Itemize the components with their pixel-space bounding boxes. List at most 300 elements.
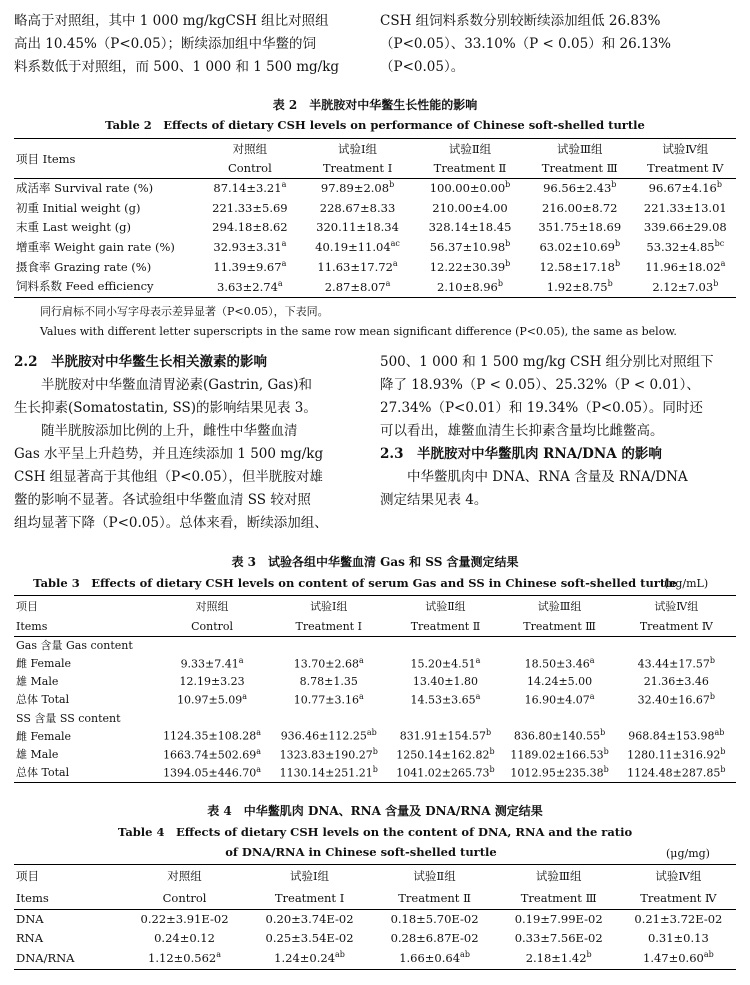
table-cell — [503, 745, 617, 763]
table-cell — [155, 763, 269, 781]
cell-value: 15.20±4.51 — [410, 657, 476, 671]
table-cell — [497, 909, 621, 929]
cell-superscript: a — [358, 692, 364, 702]
cell-superscript: b — [600, 728, 606, 738]
cell-superscript: b — [614, 239, 621, 249]
table-row — [14, 763, 736, 781]
cell-value: 1012.95±235.38 — [510, 766, 604, 780]
table-cell — [388, 690, 502, 708]
table-row — [14, 745, 736, 763]
header-item: Items — [16, 891, 49, 905]
table-cell — [300, 198, 415, 218]
text-line: （P<0.05）、33.10%（P < 0.05）和 26.13% — [380, 36, 671, 52]
section-heading: Gas 含量 Gas content — [16, 639, 133, 652]
cell-superscript: a — [475, 692, 481, 702]
table-row — [14, 948, 736, 968]
header-item: 项目 Items — [16, 151, 76, 166]
cell-superscript: a — [589, 655, 595, 665]
table-cell — [388, 727, 502, 745]
table3-bottom-rule — [14, 782, 736, 783]
cell-value: 1280.11±316.92 — [627, 748, 721, 762]
cell-superscript: b — [720, 746, 726, 756]
table-cell — [617, 654, 736, 672]
table-cell — [635, 198, 736, 218]
cell-value: 18.50±3.46 — [524, 657, 590, 671]
group-header-en: Treatment Ⅱ — [410, 619, 481, 633]
table-cell — [635, 276, 736, 296]
cell-value: 1250.14±162.82 — [396, 748, 490, 762]
text-line: 随半胱胺添加比例的上升，雌性中华鳖血清 — [14, 423, 298, 439]
cell-superscript: b — [372, 746, 378, 756]
table-cell — [617, 745, 736, 763]
table-row — [14, 690, 736, 708]
group-header-zh: 试验Ⅲ组 — [537, 600, 582, 613]
cell-value: 1124.48±287.85 — [627, 766, 721, 780]
cell-superscript: a — [216, 950, 221, 960]
table-cell — [415, 237, 525, 257]
cell-value: 13.70±2.68 — [293, 657, 359, 671]
table4-title-en-line1: Table 4 Effects of dietary CSH levels on the content of DNA, RNA and the ratio — [117, 825, 633, 839]
group-header-en: Control — [227, 161, 272, 176]
cell-value: 8.78±1.35 — [299, 674, 358, 688]
cell-superscript: b — [505, 239, 511, 249]
table-cell — [635, 178, 736, 198]
table-cell — [269, 745, 388, 763]
table-cell — [373, 948, 497, 968]
text-line: 生长抑素(Somatostatin, SS)的影响结果见表 3。 — [14, 400, 317, 416]
table-cell — [525, 276, 635, 296]
cell-value: 10.97±5.09 — [177, 693, 243, 707]
table-cell — [200, 198, 300, 218]
cell-superscript: b — [389, 180, 395, 190]
text-line: 略高于对照组，其中 1 000 mg/kgCSH 组比对照组 — [14, 13, 329, 29]
table-cell — [617, 763, 736, 781]
cell-value: 43.44±17.57 — [637, 657, 710, 671]
table-cell — [200, 257, 300, 277]
header-row — [14, 596, 736, 616]
table-row — [14, 178, 736, 198]
cell-value: 14.24±5.00 — [526, 674, 593, 688]
table2-bottom-rule — [14, 297, 736, 298]
group-header-en: Treatment Ⅱ — [433, 161, 507, 176]
table-cell — [635, 217, 736, 237]
cell-superscript: b — [716, 180, 722, 190]
group-header-zh: 试验Ⅲ组 — [535, 869, 582, 883]
cell-value: 1.92±8.75 — [546, 279, 608, 294]
cell-value: 1124.35±108.28 — [163, 729, 257, 743]
table-cell — [155, 654, 269, 672]
table-cell — [388, 763, 502, 781]
text-line: 高出 10.45%（P<0.05）；断续添加组中华鳖的饲 — [14, 36, 316, 52]
section-heading: SS 含量 SS content — [16, 711, 121, 725]
table-row — [14, 654, 736, 672]
table-cell — [300, 237, 415, 257]
table-cell — [621, 909, 736, 929]
cell-superscript: b — [709, 655, 715, 665]
table-cell — [635, 237, 736, 257]
section-row — [14, 636, 736, 654]
table-cell — [200, 237, 300, 257]
cell-value: 97.89±2.08 — [320, 181, 390, 196]
header-row — [14, 887, 736, 909]
table-cell — [269, 654, 388, 672]
cell-superscript: b — [614, 259, 621, 269]
cell-superscript: a — [720, 259, 726, 269]
table-cell — [155, 745, 269, 763]
table-cell — [415, 198, 525, 218]
cell-superscript: b — [485, 728, 492, 738]
cell-value: 11.96±18.02 — [645, 260, 721, 274]
cell-superscript: a — [277, 278, 283, 288]
table-row — [14, 257, 736, 277]
cell-superscript: a — [256, 728, 262, 738]
text-line: 组均显著下降（P<0.05）。总体来看，断续添加组、 — [14, 515, 328, 531]
cell-value: 87.14±3.21 — [213, 181, 282, 196]
table-cell — [269, 672, 388, 690]
text-line: 可以看出，雄鳖血清生长抑素含量均比雌鳖高。 — [380, 423, 664, 439]
cell-value: 1.24±0.24 — [274, 951, 336, 966]
table-cell — [247, 948, 373, 968]
group-header-zh: 试验Ⅱ组 — [413, 869, 456, 883]
cell-superscript: b — [713, 278, 719, 288]
cell-superscript: ab — [335, 950, 345, 960]
cell-value: 0.20±3.74E-02 — [265, 911, 354, 926]
table4-title-en-line2: of DNA/RNA in Chinese soft-shelled turtle — [225, 845, 497, 859]
cell-value: 936.46±112.25 — [280, 729, 367, 743]
row-label: 总体 Total — [16, 693, 70, 707]
cell-value: 0.21±3.72E-02 — [634, 911, 723, 926]
row-label: 末重 Last weight (g) — [16, 220, 132, 235]
group-header-en: Treatment Ⅰ — [274, 891, 345, 905]
cell-value: 12.58±17.18 — [539, 260, 615, 274]
group-header-zh: 试验Ⅰ组 — [338, 141, 378, 156]
cell-value: 16.90±4.07 — [524, 693, 590, 707]
cell-value: 96.56±2.43 — [543, 181, 612, 196]
table-cell — [525, 237, 635, 257]
table-cell — [155, 727, 269, 745]
cell-value: 351.75±18.69 — [538, 220, 622, 235]
table-row — [14, 672, 736, 690]
group-header-en: Treatment Ⅲ — [523, 619, 596, 633]
cell-superscript: b — [372, 764, 378, 774]
t4-grid — [14, 865, 736, 968]
group-header-zh: 对照组 — [195, 600, 229, 613]
cell-value: 0.24±0.12 — [154, 931, 215, 946]
t3-grid — [14, 596, 736, 781]
cell-value: 1189.02±166.53 — [510, 748, 604, 762]
row-label: DNA — [16, 911, 44, 926]
cell-value: 1.66±0.64 — [399, 951, 461, 966]
row-label: 初重 Initial weight (g) — [16, 200, 141, 215]
table-cell — [621, 948, 736, 968]
cell-value: 53.32±4.85 — [646, 240, 715, 255]
cell-value: 10.77±3.16 — [293, 693, 359, 707]
cell-value: 2.10±8.96 — [437, 279, 498, 294]
table-row — [14, 909, 736, 929]
group-header-en: Treatment Ⅳ — [639, 619, 713, 633]
group-header-en: Treatment Ⅲ — [520, 891, 597, 905]
cell-value: 11.63±17.72 — [317, 260, 393, 274]
cell-value: 836.80±140.55 — [513, 729, 601, 743]
cell-value: 32.40±16.67 — [637, 693, 710, 707]
table-cell — [525, 257, 635, 277]
cell-value: 1394.05±446.70 — [163, 766, 257, 780]
cell-superscript: b — [607, 278, 613, 288]
cell-value: 13.40±1.80 — [412, 674, 479, 688]
table-row — [14, 198, 736, 218]
table-cell — [269, 690, 388, 708]
cell-value: 32.93±3.31 — [213, 240, 282, 255]
group-header-en: Treatment Ⅱ — [398, 891, 471, 905]
group-header-zh: 试验Ⅰ组 — [310, 600, 348, 613]
cell-superscript: ab — [703, 950, 714, 960]
cell-value: 1130.14±251.21 — [279, 766, 373, 780]
text-line: 2.2 半胱胺对中华鳖生长相关激素的影响 — [14, 354, 267, 370]
table2-note-zh: 同行肩标不同小写字母表示差异显著（P<0.05），下表同。 — [40, 305, 329, 318]
cell-value: 1.47±0.60 — [643, 951, 704, 966]
text-line: Gas 水平呈上升趋势，并且连续添加 1 500 mg/kg — [14, 446, 324, 462]
text-line: CSH 组显著高于其他组（P<0.05），但半胱胺对雄 — [14, 469, 323, 485]
cell-superscript: b — [603, 746, 609, 756]
cell-value: 228.67±8.33 — [319, 200, 396, 215]
row-label: DNA/RNA — [16, 950, 75, 965]
table3-title-zh: 表 3 试验各组中华鳖血清 Gas 和 SS 含量测定结果 — [231, 555, 519, 569]
table-cell — [122, 909, 246, 929]
cell-superscript: bc — [714, 239, 725, 249]
table-cell — [525, 198, 635, 218]
cell-superscript: ab — [460, 950, 470, 960]
table-row — [14, 929, 736, 949]
cell-superscript: b — [586, 950, 592, 960]
cell-superscript: a — [281, 239, 287, 249]
cell-value: 12.19±3.23 — [179, 674, 245, 688]
table-cell — [497, 929, 621, 949]
row-label: 摄食率 Grazing rate (%) — [16, 259, 152, 274]
cell-value: 328.14±18.45 — [428, 220, 512, 235]
table-cell — [373, 909, 497, 929]
table-cell — [503, 727, 617, 745]
table-cell — [503, 672, 617, 690]
group-header-en: Treatment Ⅰ — [295, 619, 362, 633]
group-header-zh: 试验Ⅳ组 — [662, 141, 709, 156]
table-cell — [269, 763, 388, 781]
cell-superscript: a — [256, 746, 262, 756]
table4-unit: (μg/mg) — [666, 847, 710, 860]
table-cell — [373, 929, 497, 949]
table-row — [14, 727, 736, 745]
cell-value: 12.22±30.39 — [429, 260, 506, 274]
row-label: 雄 Male — [16, 747, 59, 761]
table-cell — [415, 276, 525, 296]
cell-superscript: b — [489, 764, 495, 774]
table-cell — [388, 745, 502, 763]
group-header-zh: 对照组 — [167, 869, 202, 883]
table-cell — [503, 690, 617, 708]
table-cell — [300, 178, 415, 198]
table-cell — [300, 257, 415, 277]
cell-superscript: ab — [366, 728, 377, 738]
cell-value: 1663.74±502.69 — [163, 748, 257, 762]
group-header-en: Treatment Ⅰ — [322, 161, 393, 176]
cell-value: 0.31±0.13 — [647, 931, 709, 946]
table-cell — [300, 276, 415, 296]
row-label: 雌 Female — [16, 729, 72, 743]
cell-value: 9.33±7.41 — [180, 657, 239, 671]
table-cell — [617, 672, 736, 690]
cell-superscript: a — [238, 655, 244, 665]
table4-title-zh: 表 4 中华鳖肌肉 DNA、RNA 含量及 DNA/RNA 测定结果 — [207, 804, 543, 818]
cell-value: 339.66±29.08 — [643, 220, 727, 235]
table2-title-zh: 表 2 半胱胺对中华鳖生长性能的影响 — [272, 98, 478, 112]
cell-value: 1041.02±265.73 — [396, 766, 490, 780]
text-line: 中华鳖肌肉中 DNA、RNA 含量及 RNA/DNA — [380, 469, 688, 485]
cell-superscript: b — [497, 278, 503, 288]
section-row — [14, 709, 736, 727]
cell-superscript: b — [505, 259, 511, 269]
group-header-zh: 试验Ⅳ组 — [654, 600, 699, 613]
table-cell — [200, 217, 300, 237]
table2-title-en: Table 2 Effects of dietary CSH levels on performance of Chinese soft-shelled turtle — [105, 118, 645, 132]
group-header-zh: 对照组 — [232, 141, 268, 156]
table4-bottom-rule — [14, 969, 736, 970]
cell-value: 2.12±7.03 — [652, 279, 714, 294]
group-header-zh: 试验Ⅱ组 — [448, 141, 492, 156]
text-line: 2.3 半胱胺对中华鳖肌肉 RNA/DNA 的影响 — [380, 446, 662, 462]
table-cell — [269, 727, 388, 745]
cell-superscript: b — [505, 180, 511, 190]
table-cell — [617, 690, 736, 708]
cell-superscript: ac — [390, 239, 400, 249]
cell-value: 96.67±4.16 — [648, 181, 717, 196]
table-cell — [200, 276, 300, 296]
cell-value: 11.39±9.67 — [213, 260, 282, 274]
cell-superscript: ab — [714, 728, 725, 738]
header-item: 项目 — [16, 869, 39, 883]
text-line: 半胱胺对中华鳖血清胃泌素(Gastrin, Gas)和 — [14, 377, 313, 393]
table-cell — [497, 948, 621, 968]
text-line: 降了 18.93%（P < 0.05）、25.32%（P < 0.01）、 — [380, 377, 700, 393]
cell-value: 63.02±10.69 — [539, 240, 615, 255]
cell-value: 40.19±11.04 — [315, 240, 391, 255]
header-row — [14, 139, 736, 159]
cell-superscript: b — [489, 746, 495, 756]
table-cell — [122, 929, 246, 949]
cell-value: 210.00±4.00 — [432, 200, 508, 215]
text-line: 27.34%（P<0.01）和 19.34%（P<0.05）。同时还 — [380, 400, 703, 416]
t2-grid — [14, 139, 736, 296]
table-cell — [247, 909, 373, 929]
group-header-zh: 试验Ⅲ组 — [556, 141, 603, 156]
row-label: 增重率 Weight gain rate (%) — [16, 239, 175, 254]
cell-superscript: a — [475, 655, 481, 665]
row-label: 雌 Female — [16, 657, 72, 671]
text-line: 鳖的影响不显著。各试验组中华鳖血清 SS 较对照 — [14, 492, 311, 508]
table-cell — [247, 929, 373, 949]
cell-value: 0.25±3.54E-02 — [265, 931, 354, 946]
header-row — [14, 865, 736, 887]
table-cell — [122, 948, 246, 968]
table-cell — [503, 763, 617, 781]
table2-note-en: Values with different letter superscripts in the same row mean significant difference (P<0.05), the same as below. — [40, 325, 677, 338]
row-label: 饲料系数 Feed efficiency — [16, 279, 154, 294]
cell-value: 0.33±7.56E-02 — [514, 931, 603, 946]
table-cell — [200, 178, 300, 198]
cell-value: 1323.83±190.27 — [279, 748, 373, 762]
cell-superscript: b — [720, 764, 726, 774]
table-row — [14, 217, 736, 237]
table-row — [14, 276, 736, 296]
cell-value: 968.84±153.98 — [628, 729, 715, 743]
cell-value: 294.18±8.62 — [212, 220, 288, 235]
cell-value: 0.28±6.87E-02 — [390, 931, 479, 946]
table-cell — [155, 672, 269, 690]
table-cell — [621, 929, 736, 949]
table-row — [14, 237, 736, 257]
cell-value: 21.36±3.46 — [643, 674, 709, 688]
table3-unit: (ng/mL) — [664, 577, 709, 590]
cell-value: 100.00±0.00 — [429, 181, 506, 196]
table-cell — [617, 727, 736, 745]
cell-value: 2.18±1.42 — [525, 951, 587, 966]
cell-value: 56.37±10.98 — [429, 240, 506, 255]
table-cell — [503, 654, 617, 672]
row-label: 总体 Total — [16, 766, 70, 780]
cell-value: 221.33±5.69 — [212, 200, 288, 215]
cell-value: 3.63±2.74 — [217, 279, 278, 294]
table-cell — [415, 178, 525, 198]
group-header-en: Treatment Ⅳ — [640, 891, 717, 905]
cell-value: 1.12±0.562 — [148, 951, 217, 966]
table-cell — [525, 217, 635, 237]
cell-superscript: b — [611, 180, 617, 190]
cell-superscript: a — [281, 180, 287, 190]
text-line: 料系数低于对照组，而 500、1 000 和 1 500 mg/kg — [14, 59, 340, 75]
group-header-en: Control — [191, 619, 234, 633]
header-item: Items — [16, 619, 48, 633]
header-item: 项目 — [16, 600, 38, 613]
table-cell — [155, 690, 269, 708]
table-cell — [388, 654, 502, 672]
cell-superscript: b — [603, 764, 609, 774]
cell-value: 0.18±5.70E-02 — [390, 911, 479, 926]
group-header-zh: 试验Ⅰ组 — [290, 869, 330, 883]
cell-value: 0.19±7.99E-02 — [514, 911, 603, 926]
table-cell — [300, 217, 415, 237]
text-line: 500、1 000 和 1 500 mg/kg CSH 组分别比对照组下 — [380, 354, 714, 370]
row-label: 雄 Male — [16, 675, 59, 689]
row-label: RNA — [16, 931, 44, 946]
cell-value: 831.91±154.57 — [399, 729, 486, 743]
cell-value: 320.11±18.34 — [316, 220, 399, 235]
table-cell — [415, 217, 525, 237]
cell-superscript: a — [385, 278, 391, 288]
row-label: 成活率 Survival rate (%) — [16, 180, 154, 195]
header-row — [14, 616, 736, 636]
text-line: CSH 组饲料系数分别较断续添加组低 26.83% — [380, 13, 661, 29]
group-header-en: Treatment Ⅲ — [541, 161, 618, 176]
text-line: （P<0.05）。 — [380, 59, 465, 75]
group-header-en: Treatment Ⅳ — [647, 161, 724, 176]
table-cell — [635, 257, 736, 277]
cell-value: 216.00±8.72 — [542, 200, 618, 215]
cell-superscript: b — [709, 692, 715, 702]
group-header-zh: 试验Ⅳ组 — [655, 869, 702, 883]
cell-value: 0.22±3.91E-02 — [140, 911, 229, 926]
group-header-en: Control — [162, 891, 207, 905]
table-cell — [415, 257, 525, 277]
cell-superscript: a — [392, 259, 398, 269]
cell-superscript: a — [358, 655, 364, 665]
